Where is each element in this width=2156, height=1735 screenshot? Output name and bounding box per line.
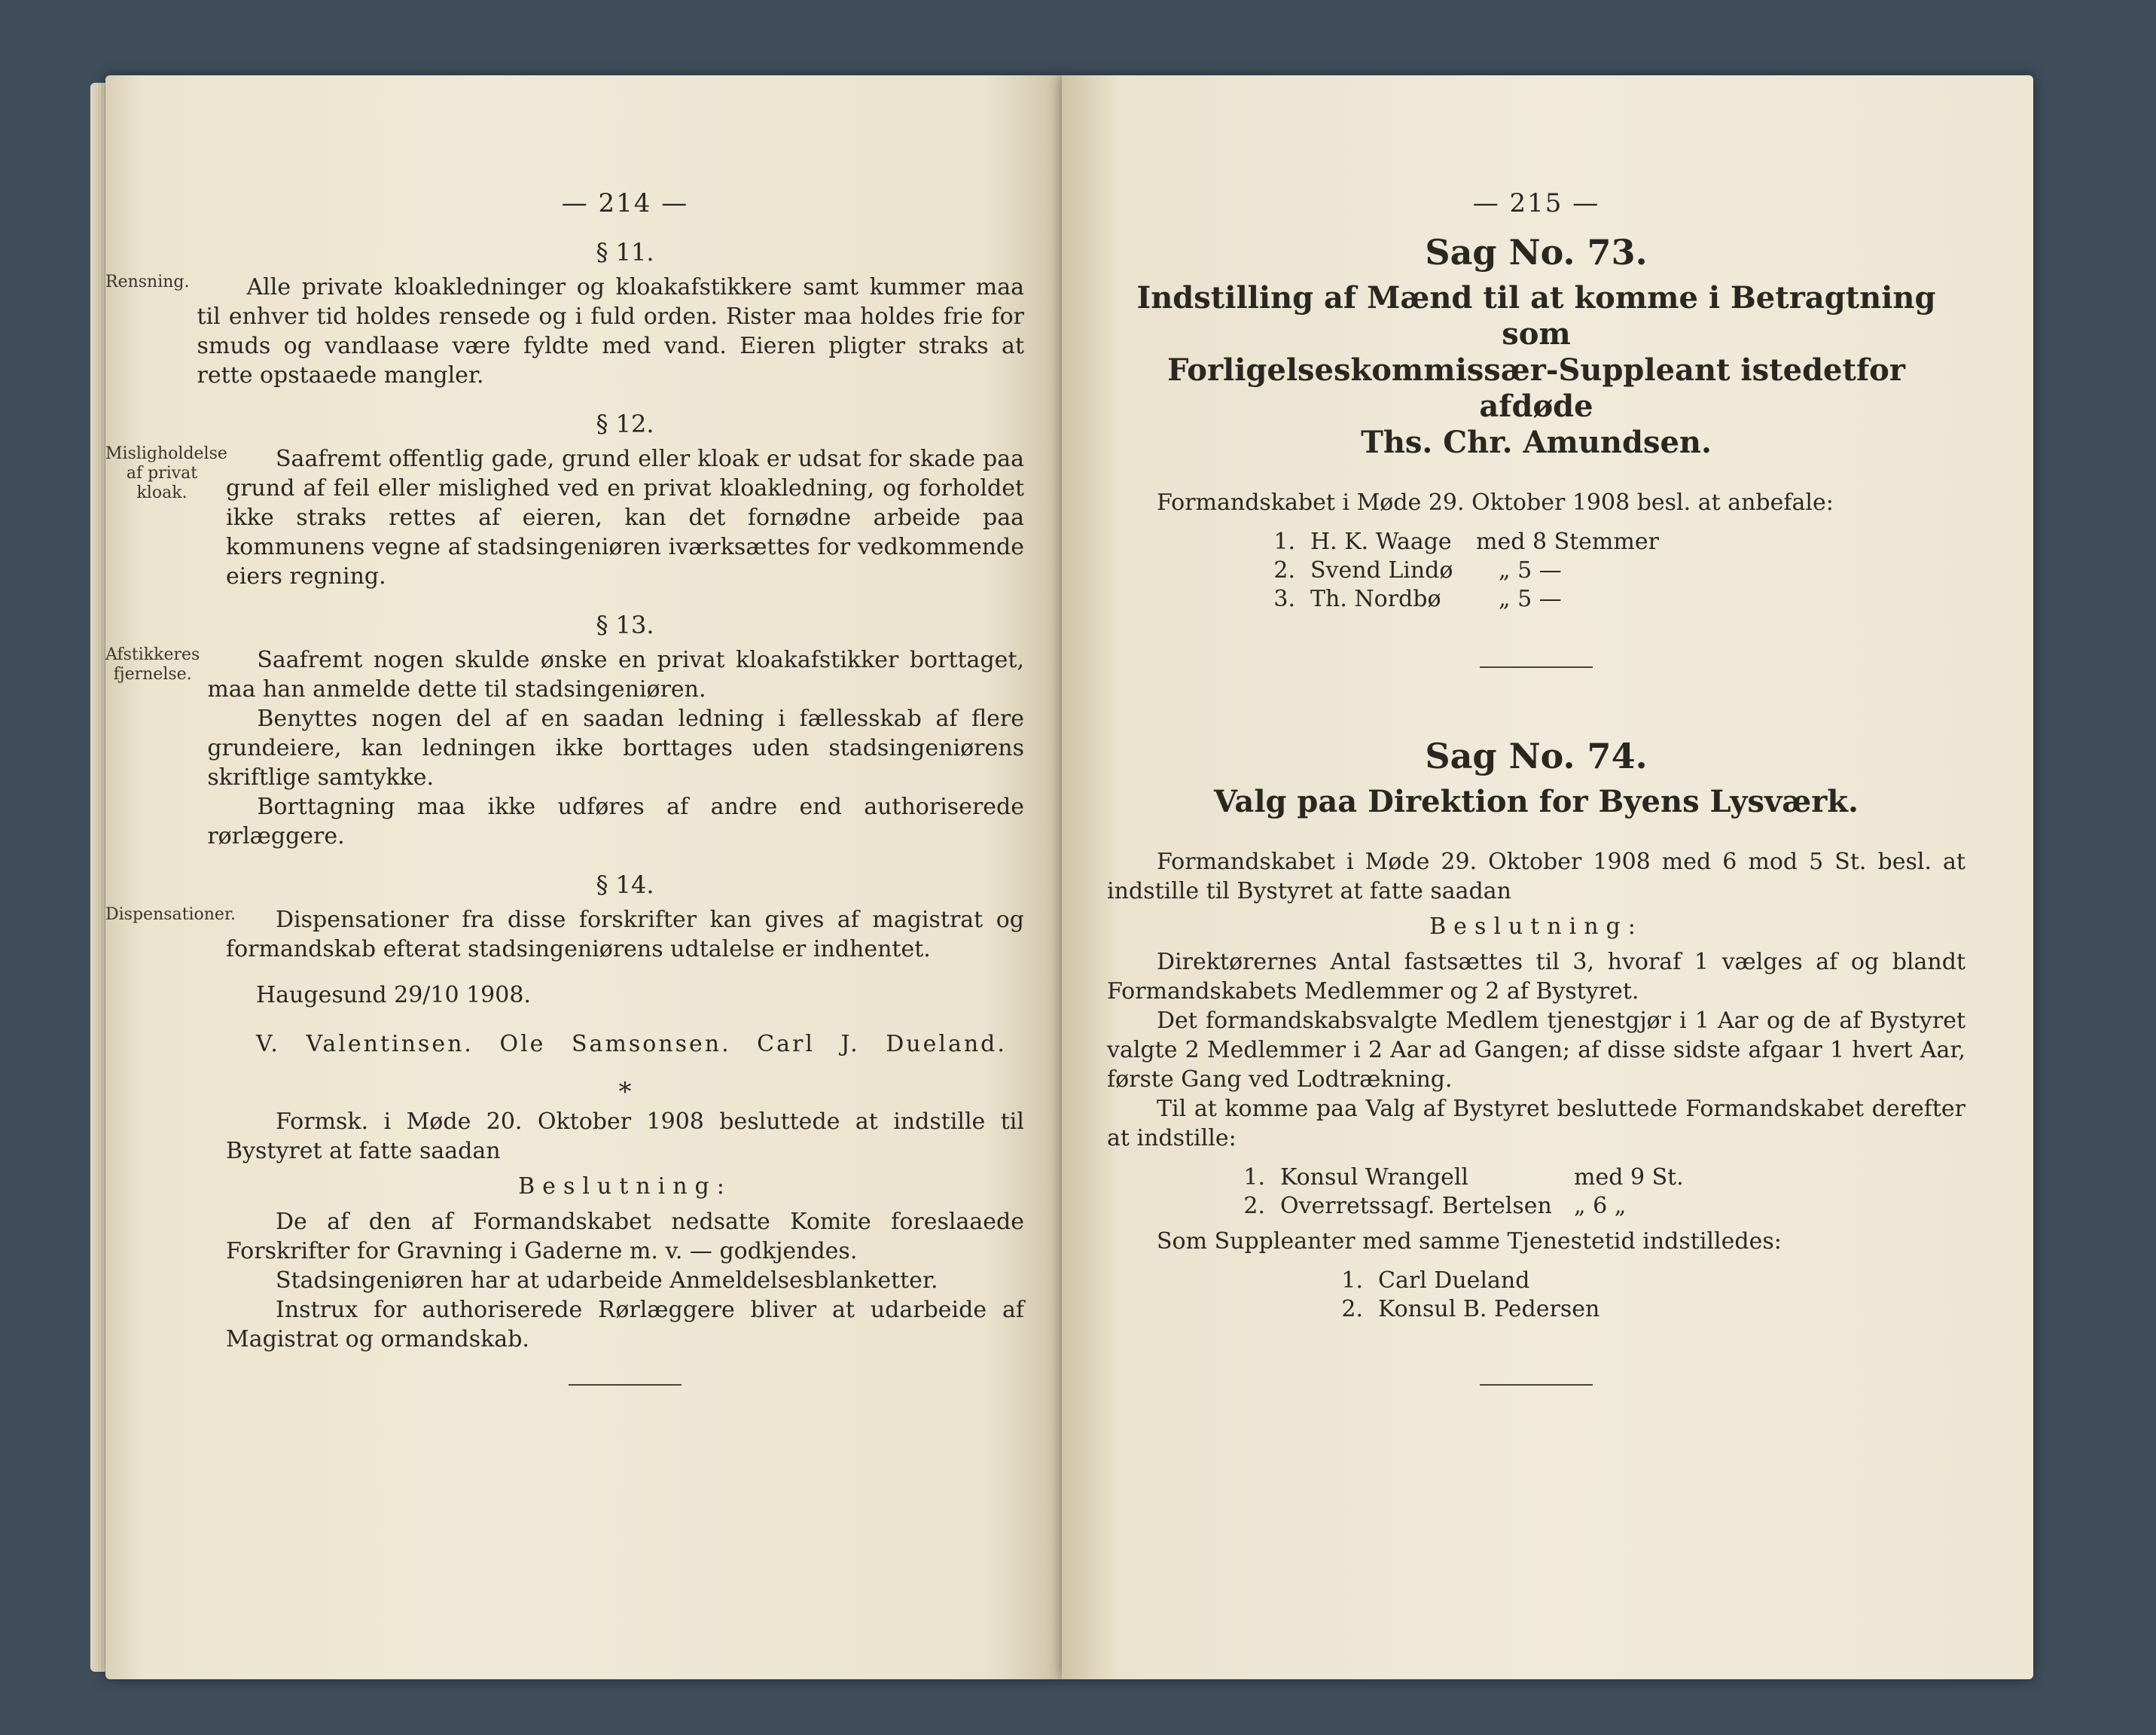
list-number: 1. [1341, 1267, 1363, 1294]
margin-note: Afstikkeres fjernelse. [105, 645, 200, 684]
candidate-name: H. K. Waage [1310, 529, 1452, 555]
resolution-paragraph: Det formandskabsvalgte Medlem tjenestgjør i 1 Aar og de af Bystyret valgte 2 Medlemmer i 2 Aar ad Gangen; af disse sidste afgaar 1 hvert Aar, første Gang ved Lodtrækning. [1107, 1008, 1965, 1093]
resolution-heading: Beslutning: [1429, 913, 1643, 940]
case-74-intro: Formandskabet i Møde 29. Oktober 1908 med 6 mod 5 St. besl. at indstille til Bystyret at fatte saadan [1107, 849, 1965, 904]
margin-note: Dispensationer. [105, 905, 236, 924]
divider-rule [1480, 1384, 1593, 1386]
section-paragraph: Saafremt offentlig gade, grund eller kloak er udsat for skade paa grund af feil eller mislighed ved en privat kloakledning, og forholdet ikke straks rettes af eieren, kan det fornødne arbeide paa kommunens vegne af stadsingeniøren iværksættes for vedkommende eiers regning. [226, 446, 1024, 590]
supplement-name: Konsul B. Pedersen [1378, 1296, 1600, 1322]
case-74-number: Sag No. 74. [1425, 736, 1648, 776]
right-page-content [1107, 188, 1965, 1446]
resolution-paragraph: Direktørernes Antal fastsættes til 3, hvoraf 1 vælges af og blandt Formandskabets Medlemmer og 2 af Bystyret. [1107, 949, 1965, 1005]
nominee-name: Overretssagf. Bertelsen [1280, 1193, 1552, 1219]
candidate-votes: med 8 Stemmer [1476, 529, 1659, 555]
resolution-paragraph: Instrux for authoriserede Rørlæggere bliver at udarbeide af Magistrat og ormandskab. [226, 1297, 1024, 1352]
divider-rule [569, 1384, 682, 1386]
section-11 [105, 273, 1024, 390]
asterisk-divider: * [618, 1077, 632, 1107]
case-73-title-line: Forligelseskommissær-Suppleant istedetfor afdøde [1167, 352, 1905, 424]
section-heading: § 14. [596, 871, 654, 899]
resolution-paragraph: Stadsingeniøren har at udarbeide Anmeldelsesblanketter. [276, 1267, 938, 1294]
resolution-paragraph: Til at komme paa Valg af Bystyret besluttede Formandskabet derefter at indstille: [1107, 1096, 1965, 1151]
candidate-list [1107, 528, 1965, 614]
open-book [90, 60, 2063, 1702]
section-12 [105, 444, 1024, 591]
list-number: 1. [1243, 1164, 1265, 1191]
case-73-number: Sag No. 73. [1425, 232, 1648, 273]
page-number-left: — 214 — [561, 188, 689, 218]
resolution-intro: Formsk. i Møde 20. Oktober 1908 besluttede at indstille til Bystyret at fatte saadan [226, 1108, 1024, 1164]
section-heading: § 11. [596, 238, 654, 267]
section-paragraph: Borttagning maa ikke udføres af andre end authoriserede rørlæggere. [207, 794, 1024, 849]
list-item [1318, 1295, 1965, 1324]
list-item [1250, 556, 1965, 585]
list-number: 1. [1273, 529, 1295, 555]
candidate-name: Svend Lindø [1310, 557, 1453, 584]
section-heading: § 13. [596, 611, 654, 639]
page-number-right: — 215 — [1472, 188, 1600, 218]
candidate-votes: „ 5 — [1499, 586, 1562, 612]
supplement-intro: Som Suppleanter med samme Tjenestetid indstilledes: [1157, 1228, 1782, 1255]
left-page-content [105, 188, 1024, 1416]
list-number: 3. [1273, 586, 1295, 612]
list-number: 2. [1341, 1296, 1363, 1322]
section-paragraph: Dispensationer fra disse forskrifter kan gives af magistrat og formandskab efterat stadsingeniørens udtalelse er indhentet. [226, 907, 1024, 962]
list-item [1220, 1192, 1965, 1221]
section-paragraph: Benyttes nogen del af en saadan ledning i fællesskab af flere grundeiere, kan ledningen ikke borttages uden stadsingeniørens skriftlige samtykke. [207, 706, 1024, 791]
case-73-intro: Formandskabet i Møde 29. Oktober 1908 besl. at anbefale: [1157, 489, 1834, 516]
case-74-title-line: Valg paa Direktion for Byens Lysværk. [1214, 784, 1859, 819]
resolution-heading: Beslutning: [518, 1173, 732, 1200]
list-number: 2. [1273, 557, 1295, 584]
margin-note: Misligholdelse af privat kloak. [105, 444, 227, 502]
nominee-votes: med 9 St. [1574, 1164, 1684, 1191]
section-paragraph: Saafremt nogen skulde ønske en privat kloakafstikker borttaget, maa han anmelde dette til stadsingeniøren. [207, 647, 1024, 703]
supplement-name: Carl Dueland [1378, 1267, 1530, 1294]
case-73-title-line: Indstilling af Mænd til at komme i Betragtning som [1136, 280, 1936, 352]
nominee-list [1107, 1163, 1965, 1221]
nominee-votes: „ 6 „ [1574, 1193, 1627, 1219]
list-item [1220, 1163, 1965, 1192]
candidate-votes: „ 5 — [1499, 557, 1562, 584]
section-paragraph: Alle private kloakledninger og kloakafstikkere samt kummer maa til enhver tid holdes rensede og i fuld orden. Rister maa holdes frie for smuds og vandlaase være fyldte med vand. Eieren pligter straks at rette opstaaede mangler. [197, 274, 1024, 389]
list-item [1250, 585, 1965, 614]
section-heading: § 12. [596, 410, 654, 438]
resolution-paragraph: De af den af Formandskabet nedsatte Komite foreslaaede Forskrifter for Gravning i Gaderne m. v. — godkjendes. [226, 1209, 1024, 1264]
nominee-name: Konsul Wrangell [1280, 1164, 1469, 1191]
list-number: 2. [1243, 1193, 1265, 1219]
signers: V. Valentinsen. Ole Samsonsen. Carl J. Dueland. [256, 1031, 1007, 1057]
right-page [1062, 75, 2033, 1679]
list-item [1250, 528, 1965, 556]
left-page [105, 75, 1062, 1679]
place-date: Haugesund 29/10 1908. [256, 982, 531, 1008]
section-13 [105, 645, 1024, 851]
case-73-title-line: Ths. Chr. Amundsen. [1361, 425, 1712, 460]
supplement-list [1107, 1267, 1965, 1324]
divider-rule [1480, 666, 1593, 668]
section-14 [105, 905, 1024, 964]
candidate-name: Th. Nordbø [1310, 586, 1441, 612]
margin-note: Rensning. [105, 273, 190, 291]
list-item [1318, 1267, 1965, 1295]
